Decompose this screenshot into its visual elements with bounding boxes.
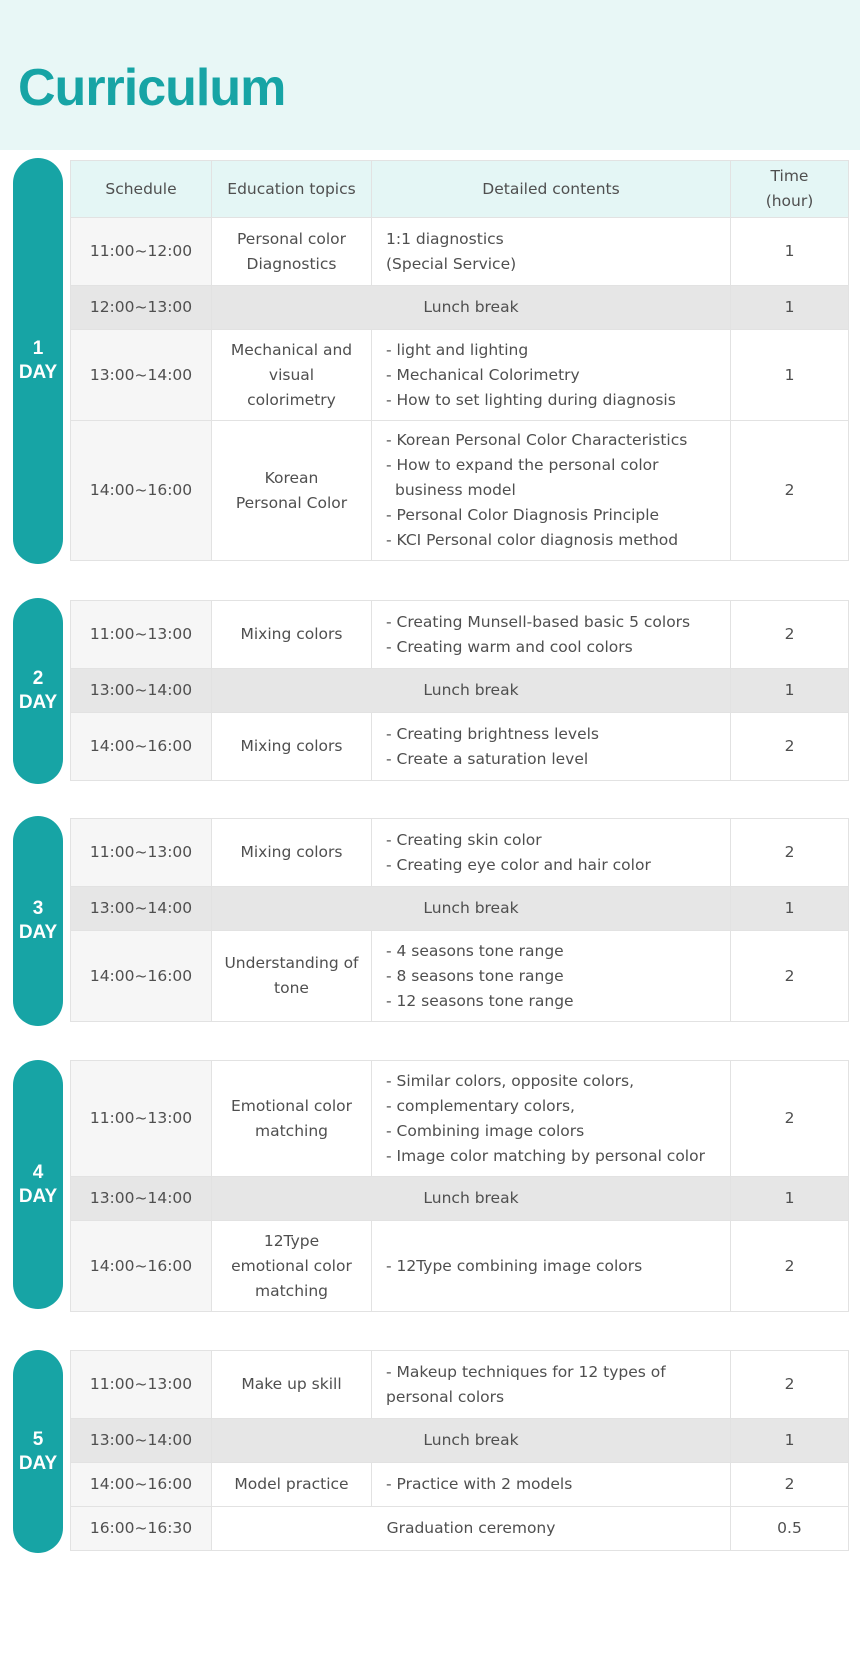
lunch-break-cell: Lunch break — [212, 286, 731, 330]
details-cell — [372, 1221, 731, 1312]
topic-cell — [212, 931, 372, 1022]
header-details: Detailed contents — [372, 161, 731, 218]
detail-line: - 8 seasons tone range — [386, 966, 564, 985]
detail-line: - Combining image colors — [386, 1121, 585, 1140]
day-badge — [13, 1060, 63, 1309]
topic-line: visual — [268, 365, 315, 384]
time-cell: 1 — [731, 1419, 849, 1463]
schedule-cell: 13:00~14:00 — [71, 1177, 212, 1221]
topic-line: colorimetry — [247, 390, 336, 409]
time-cell: 1 — [731, 1177, 849, 1221]
time-cell: 2 — [731, 931, 849, 1022]
topic-line: Emotional color — [231, 1096, 352, 1115]
detail-line: - Personal Color Diagnosis Principle — [386, 506, 660, 524]
details-cell — [372, 713, 731, 781]
topic-cell — [212, 421, 372, 561]
details-cell — [372, 218, 731, 286]
schedule-cell: 11:00~13:00 — [71, 601, 212, 669]
detail-line: personal colors — [386, 1387, 505, 1406]
day-label: DAY — [18, 1452, 58, 1474]
table-row — [71, 1061, 849, 1177]
time-cell: 2 — [731, 421, 849, 561]
day-schedule-table — [70, 160, 849, 561]
header-topics: Education topics — [212, 161, 372, 218]
time-cell: 1 — [731, 218, 849, 286]
time-cell: 1 — [731, 330, 849, 421]
day-badge — [13, 816, 63, 1026]
table-row — [71, 931, 849, 1022]
details-cell — [372, 1463, 731, 1507]
schedule-cell: 14:00~16:00 — [71, 713, 212, 781]
details-cell — [372, 421, 731, 561]
topic-cell — [212, 1221, 372, 1312]
details-cell — [372, 1351, 731, 1419]
lunch-row — [71, 669, 849, 713]
details-cell — [372, 819, 731, 887]
lunch-break-cell: Lunch break — [212, 669, 731, 713]
schedule-cell: 11:00~13:00 — [71, 1351, 212, 1419]
schedule-cell: 11:00~13:00 — [71, 1061, 212, 1177]
day-badge — [13, 1350, 63, 1553]
detail-line: - 4 seasons tone range — [386, 941, 564, 960]
topic-line: matching — [255, 1121, 328, 1140]
day-schedule-table — [70, 1350, 849, 1551]
table-row — [71, 601, 849, 669]
header-time-line2: (hour) — [765, 192, 814, 210]
time-cell: 2 — [731, 713, 849, 781]
schedule-cell: 11:00~12:00 — [71, 218, 212, 286]
detail-line: - Creating Munsell-based basic 5 colors — [386, 612, 691, 631]
time-cell: 2 — [731, 1463, 849, 1507]
table-row — [71, 1221, 849, 1312]
header-schedule: Schedule — [71, 161, 212, 218]
lunch-row — [71, 1419, 849, 1463]
table-row — [71, 421, 849, 561]
detail-line: - complementary colors, — [386, 1096, 575, 1115]
detail-line: - Makeup techniques for 12 types of — [386, 1362, 666, 1381]
table-row — [71, 819, 849, 887]
detail-line: - Creating eye color and hair color — [386, 855, 651, 874]
detail-line: - How to expand the personal color — [386, 456, 659, 474]
details-cell — [372, 1061, 731, 1177]
topic-line: Model practice — [234, 1475, 349, 1493]
topic-line: 12Type — [263, 1231, 320, 1250]
day-badge — [13, 158, 63, 564]
table-row — [71, 330, 849, 421]
schedule-cell: 16:00~16:30 — [71, 1507, 212, 1551]
time-cell: 1 — [731, 286, 849, 330]
day-schedule-table — [70, 818, 849, 1022]
detail-line: - Mechanical Colorimetry — [386, 365, 580, 384]
schedule-cell: 12:00~13:00 — [71, 286, 212, 330]
topic-cell — [212, 218, 372, 286]
topic-line: Diagnostics — [246, 254, 337, 273]
detail-line: - Korean Personal Color Characteristics — [386, 431, 688, 449]
day-number: 3 — [32, 898, 44, 919]
detail-line: - 12Type combining image colors — [386, 1256, 643, 1275]
topic-line: Korean — [264, 468, 319, 487]
merged-cell: Graduation ceremony — [212, 1507, 731, 1551]
lunch-row — [71, 1177, 849, 1221]
schedule-cell: 14:00~16:00 — [71, 931, 212, 1022]
detail-line: - Practice with 2 models — [386, 1475, 573, 1493]
time-cell: 2 — [731, 1221, 849, 1312]
lunch-row — [71, 887, 849, 931]
schedule-cell: 13:00~14:00 — [71, 1419, 212, 1463]
table-row — [71, 713, 849, 781]
day-schedule-table — [70, 1060, 849, 1312]
topic-line: Personal color — [237, 229, 346, 248]
detail-line: - Creating warm and cool colors — [386, 637, 633, 656]
time-cell: 1 — [731, 887, 849, 931]
time-cell: 0.5 — [731, 1507, 849, 1551]
topic-cell — [212, 1061, 372, 1177]
lunch-break-cell: Lunch break — [212, 1419, 731, 1463]
detail-line: (Special Service) — [386, 254, 517, 273]
lunch-break-cell: Lunch break — [212, 887, 731, 931]
detail-line: - How to set lighting during diagnosis — [386, 390, 676, 409]
topic-cell — [212, 1351, 372, 1419]
lunch-row — [71, 286, 849, 330]
topic-line: Mechanical and — [230, 340, 353, 359]
topic-line: emotional color — [231, 1256, 352, 1275]
topic-cell — [212, 330, 372, 421]
detail-line: - Similar colors, opposite colors, — [386, 1071, 635, 1090]
topic-line: Mixing colors — [240, 625, 343, 643]
topic-line: Mixing colors — [240, 737, 343, 755]
table-header-row — [71, 161, 849, 218]
schedule-cell: 13:00~14:00 — [71, 669, 212, 713]
schedule-cell: 11:00~13:00 — [71, 819, 212, 887]
details-cell — [372, 931, 731, 1022]
day-schedule-table — [70, 600, 849, 781]
time-cell: 2 — [731, 1351, 849, 1419]
day-label: DAY — [18, 1185, 58, 1207]
schedule-cell: 13:00~14:00 — [71, 887, 212, 931]
time-cell: 2 — [731, 601, 849, 669]
topic-line: matching — [255, 1281, 328, 1300]
lunch-break-cell: Lunch break — [212, 1177, 731, 1221]
header-time-line1: Time — [770, 167, 809, 185]
day-number: 5 — [32, 1428, 44, 1450]
topic-cell — [212, 1463, 372, 1507]
page-title: Curriculum — [18, 59, 286, 117]
topic-line: Understanding of — [224, 954, 359, 972]
day-label: DAY — [18, 692, 58, 713]
time-cell: 2 — [731, 1061, 849, 1177]
topic-line: Personal Color — [235, 493, 348, 512]
detail-line: - Creating brightness levels — [386, 724, 600, 743]
table-row — [71, 1351, 849, 1419]
detail-line: business model — [395, 481, 516, 499]
detail-line: - KCI Personal color diagnosis method — [386, 531, 679, 549]
detail-line: - 12 seasons tone range — [386, 991, 574, 1010]
day-label: DAY — [18, 922, 58, 943]
table-row — [71, 1463, 849, 1507]
day-number: 4 — [32, 1161, 44, 1183]
topic-cell — [212, 601, 372, 669]
day-number: 2 — [32, 668, 44, 689]
day-label: DAY — [18, 362, 58, 383]
topic-line: Make up skill — [241, 1375, 342, 1393]
schedule-cell: 14:00~16:00 — [71, 1463, 212, 1507]
table-row — [71, 218, 849, 286]
details-cell — [372, 601, 731, 669]
schedule-cell: 13:00~14:00 — [71, 330, 212, 421]
detail-line: - light and lighting — [386, 340, 529, 359]
detail-line: - Image color matching by personal color — [386, 1146, 705, 1165]
time-cell: 2 — [731, 819, 849, 887]
table-row — [71, 1507, 849, 1551]
topic-line: tone — [274, 979, 309, 997]
detail-line: 1:1 diagnostics — [386, 229, 504, 248]
detail-line: - Create a saturation level — [386, 749, 589, 768]
schedule-cell: 14:00~16:00 — [71, 421, 212, 561]
schedule-cell: 14:00~16:00 — [71, 1221, 212, 1312]
day-number: 1 — [32, 338, 44, 359]
topic-line: Mixing colors — [240, 843, 343, 861]
time-cell: 1 — [731, 669, 849, 713]
detail-line: - Creating skin color — [386, 830, 542, 849]
topic-cell — [212, 713, 372, 781]
day-badge — [13, 598, 63, 784]
header-time — [731, 161, 849, 218]
topic-cell — [212, 819, 372, 887]
details-cell — [372, 330, 731, 421]
page-header — [0, 0, 860, 150]
